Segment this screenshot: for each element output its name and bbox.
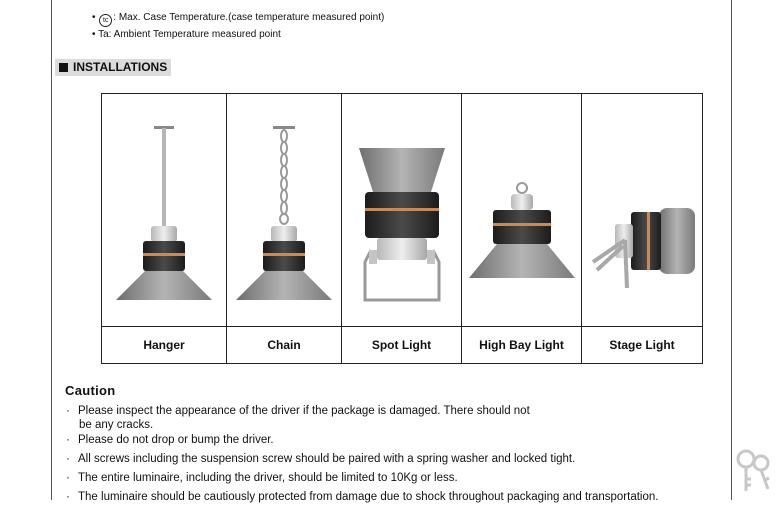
installations-title: INSTALLATIONS	[73, 60, 168, 74]
hanger-luminaire-icon	[109, 110, 219, 310]
keys-watermark-icon	[734, 447, 774, 495]
chain-label: Chain	[227, 327, 342, 364]
stage-light-luminaire-icon	[587, 110, 697, 310]
left-margin-line	[51, 0, 52, 500]
caution-item: · Please do not drop or bump the driver.	[66, 434, 274, 446]
ta-note: • Ta: Ambient Temperature measured point	[92, 29, 281, 40]
ta-note-text: Ta: Ambient Temperature measured point	[98, 29, 281, 40]
spot-light-label: Spot Light	[342, 327, 462, 364]
tc-note: • tc : Max. Case Temperature.(case temperature measured point)	[92, 10, 384, 27]
tc-note-text: : Max. Case Temperature.(case temperature measured point)	[113, 12, 385, 23]
chain-image-cell	[227, 94, 342, 327]
installations-label-row	[102, 327, 703, 364]
installations-image-row	[102, 94, 703, 327]
caution-item-text: Please inspect the appearance of the driver if the package is damaged. There should not	[78, 405, 530, 417]
spot-light-image-cell	[342, 94, 462, 327]
caution-item: · Please inspect the appearance of the driver if the package is damaged. There should not be any cracks.	[66, 405, 530, 431]
caution-item: · The entire luminaire, including the driver, should be limited to 10Kg or less.	[66, 472, 458, 484]
caution-item: · The luminaire should be cautiously protected from damage due to shock throughout packaging and transportation.	[66, 491, 659, 503]
spot-light-luminaire-icon	[347, 110, 457, 310]
high-bay-light-image-cell	[462, 94, 582, 327]
stage-light-image-cell	[582, 94, 703, 327]
hanger-label: Hanger	[102, 327, 227, 364]
stage-light-label: Stage Light	[582, 327, 703, 364]
tc-symbol: tc	[99, 14, 112, 27]
installations-heading	[55, 59, 171, 76]
hanger-image-cell	[102, 94, 227, 327]
caution-item: · All screws including the suspension screw should be paired with a spring washer and locked tight.	[66, 453, 576, 465]
caution-item-text: The luminaire should be cautiously protected from damage due to shock throughout packaging and transportation.	[78, 491, 659, 503]
high-bay-light-label: High Bay Light	[462, 327, 582, 364]
right-margin-line	[731, 0, 732, 500]
caution-item-continuation: be any cracks.	[79, 419, 154, 431]
temperature-notes	[92, 10, 384, 42]
caution-item-text: Please do not drop or bump the driver.	[78, 434, 274, 446]
caution-list	[66, 404, 716, 509]
caution-item-text: All screws including the suspension screw should be paired with a spring washer and locked tight.	[78, 453, 576, 465]
square-bullet-icon	[59, 63, 68, 72]
caution-item-text: The entire luminaire, including the driver, should be limited to 10Kg or less.	[78, 472, 458, 484]
caution-title: Caution	[65, 383, 116, 398]
chain-luminaire-icon	[229, 110, 339, 310]
installations-table	[101, 93, 703, 364]
high-bay-light-luminaire-icon	[467, 110, 577, 310]
